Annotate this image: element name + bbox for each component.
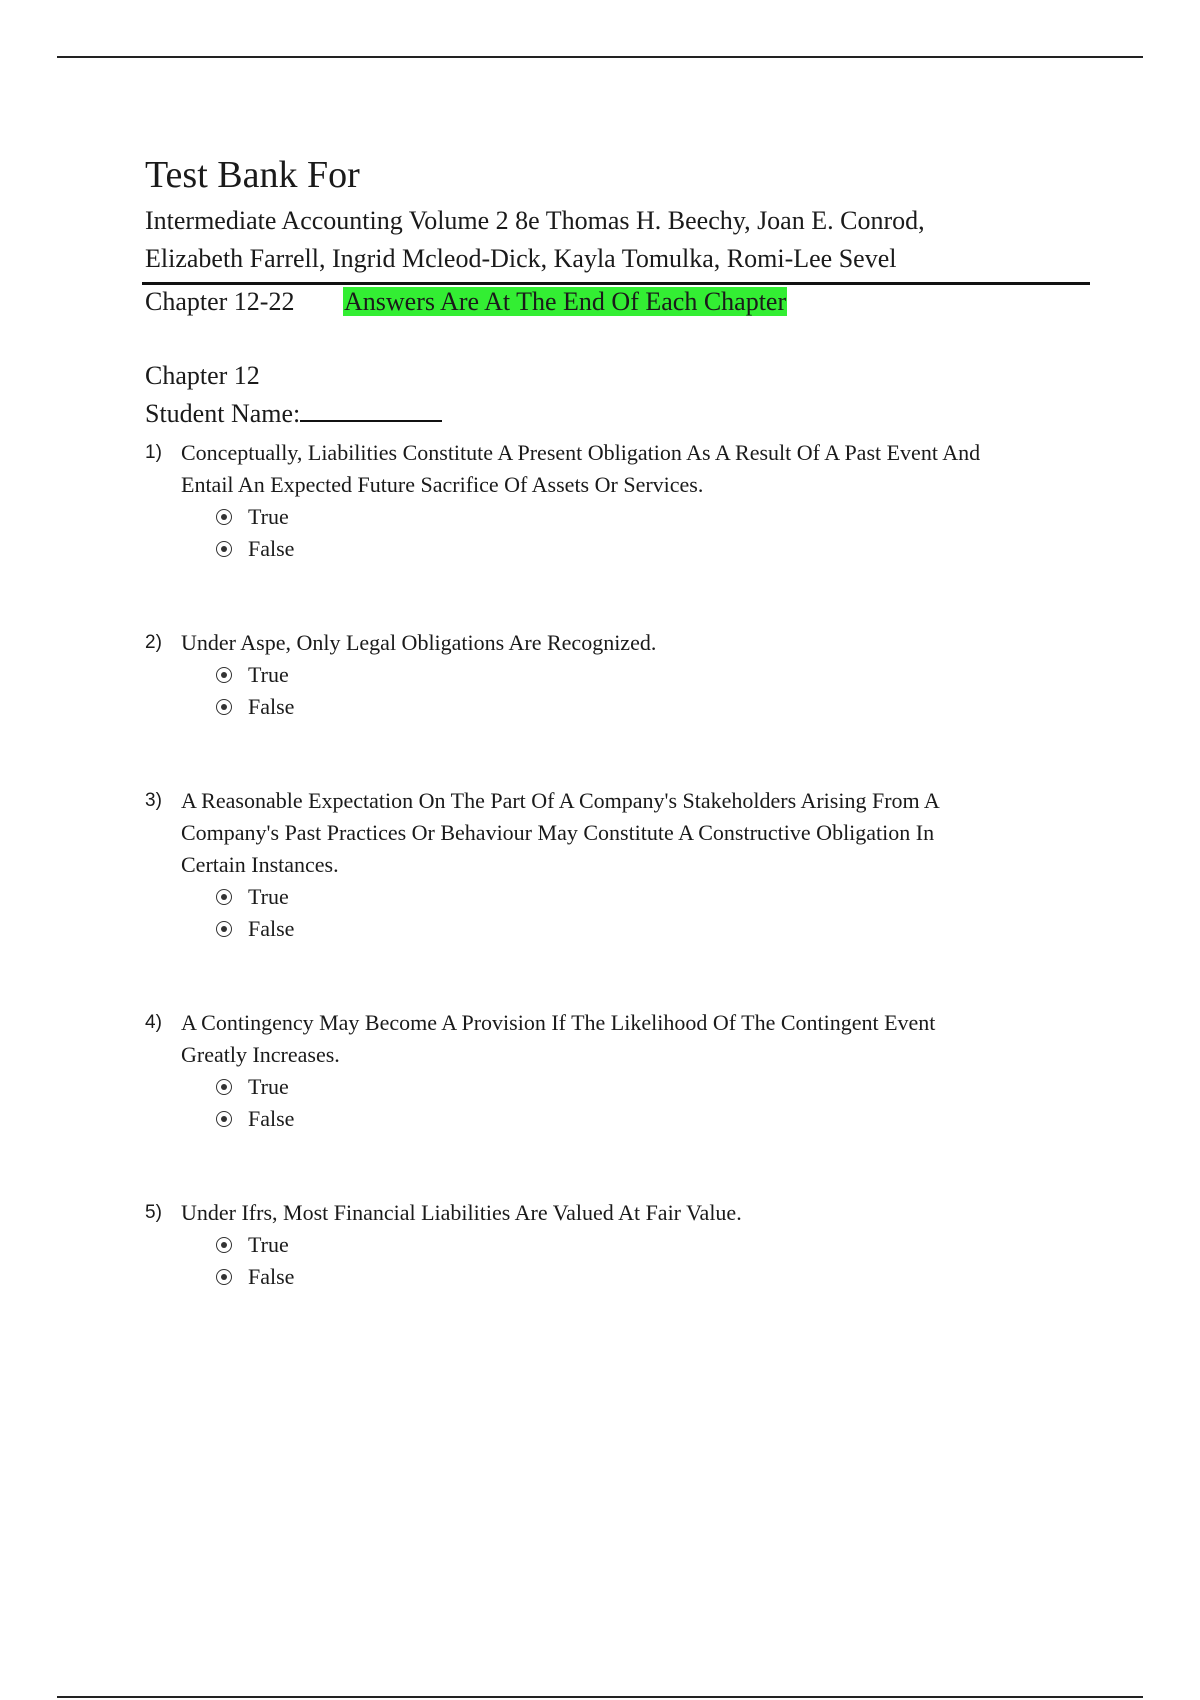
option-label: True	[248, 1232, 289, 1257]
question-item	[145, 1007, 1090, 1135]
radio-icon[interactable]	[216, 509, 232, 525]
question-item	[145, 437, 1090, 565]
option-label: True	[248, 504, 289, 529]
question-number: 4)	[145, 1012, 162, 1033]
radio-icon[interactable]	[216, 921, 232, 937]
option-true[interactable]	[216, 501, 1090, 533]
document-title: Test Bank For	[145, 154, 360, 196]
question-number: 2)	[145, 632, 162, 653]
page-top-rule	[57, 56, 1143, 58]
answers-note: Answers Are At The End Of Each Chapter	[344, 287, 787, 316]
subtitle-line: Elizabeth Farrell, Ingrid Mcleod-Dick, Kayla Tomulka, Romi-Lee Sevel	[145, 244, 897, 273]
radio-icon[interactable]	[216, 1269, 232, 1285]
radio-icon[interactable]	[216, 541, 232, 557]
question-item	[145, 785, 1090, 945]
document-subtitle	[145, 202, 1090, 278]
question-item	[145, 1197, 1090, 1293]
radio-icon[interactable]	[216, 889, 232, 905]
question-spacer	[145, 565, 1090, 627]
option-label: False	[248, 1264, 295, 1289]
question-list	[145, 437, 1090, 1293]
question-text-line: Under Aspe, Only Legal Obligations Are Recognized.	[181, 630, 657, 655]
option-true[interactable]	[216, 1071, 1090, 1103]
question-spacer	[145, 723, 1090, 785]
question-item	[145, 627, 1090, 723]
chapter-heading: Chapter 12	[145, 361, 260, 390]
answer-options	[216, 881, 1090, 945]
student-name-label: Student Name:	[145, 399, 301, 428]
page-bottom-rule	[57, 1696, 1143, 1698]
option-label: True	[248, 884, 289, 909]
chapter-range: Chapter 12-22	[145, 287, 295, 316]
option-label: False	[248, 536, 295, 561]
option-label: False	[248, 694, 295, 719]
option-false[interactable]	[216, 1261, 1090, 1293]
radio-icon[interactable]	[216, 1237, 232, 1253]
option-label: True	[248, 662, 289, 687]
question-text-line: Under Ifrs, Most Financial Liabilities Are Valued At Fair Value.	[181, 1200, 742, 1225]
question-text	[181, 627, 1090, 659]
option-true[interactable]	[216, 881, 1090, 913]
document-body	[145, 150, 1090, 1293]
question-text	[181, 1007, 1090, 1071]
option-label: False	[248, 916, 295, 941]
question-number: 1)	[145, 442, 162, 463]
question-text-line: A Contingency May Become A Provision If The Likelihood Of The Contingent Event	[181, 1010, 936, 1035]
option-true[interactable]	[216, 659, 1090, 691]
question-text-line: Company's Past Practices Or Behaviour May Constitute A Constructive Obligation In	[181, 820, 935, 845]
question-text	[181, 785, 1090, 881]
question-number: 3)	[145, 790, 162, 811]
answer-options	[216, 659, 1090, 723]
question-text	[181, 437, 1090, 501]
answer-options	[216, 501, 1090, 565]
subtitle-line: Intermediate Accounting Volume 2 8e Thomas H. Beechy, Joan E. Conrod,	[145, 206, 925, 235]
option-false[interactable]	[216, 533, 1090, 565]
radio-icon[interactable]	[216, 699, 232, 715]
question-text-line: Certain Instances.	[181, 852, 339, 877]
question-number: 5)	[145, 1202, 162, 1223]
student-name-blank[interactable]	[300, 396, 442, 422]
option-label: True	[248, 1074, 289, 1099]
answer-options	[216, 1229, 1090, 1293]
question-spacer	[145, 945, 1090, 1007]
option-false[interactable]	[216, 691, 1090, 723]
question-spacer	[145, 1135, 1090, 1197]
question-text-line: Greatly Increases.	[181, 1042, 340, 1067]
answer-options	[216, 1071, 1090, 1135]
radio-icon[interactable]	[216, 667, 232, 683]
question-text-line: A Reasonable Expectation On The Part Of A Company's Stakeholders Arising From A	[181, 788, 940, 813]
option-false[interactable]	[216, 1103, 1090, 1135]
option-label: False	[248, 1106, 295, 1131]
chapter-range-row	[145, 285, 1090, 319]
option-false[interactable]	[216, 913, 1090, 945]
question-text-line: Conceptually, Liabilities Constitute A Present Obligation As A Result Of A Past Event And	[181, 440, 981, 465]
student-name-row	[145, 395, 1090, 433]
option-true[interactable]	[216, 1229, 1090, 1261]
radio-icon[interactable]	[216, 1079, 232, 1095]
question-text-line: Entail An Expected Future Sacrifice Of Assets Or Services.	[181, 472, 704, 497]
radio-icon[interactable]	[216, 1111, 232, 1127]
question-text	[181, 1197, 1090, 1229]
